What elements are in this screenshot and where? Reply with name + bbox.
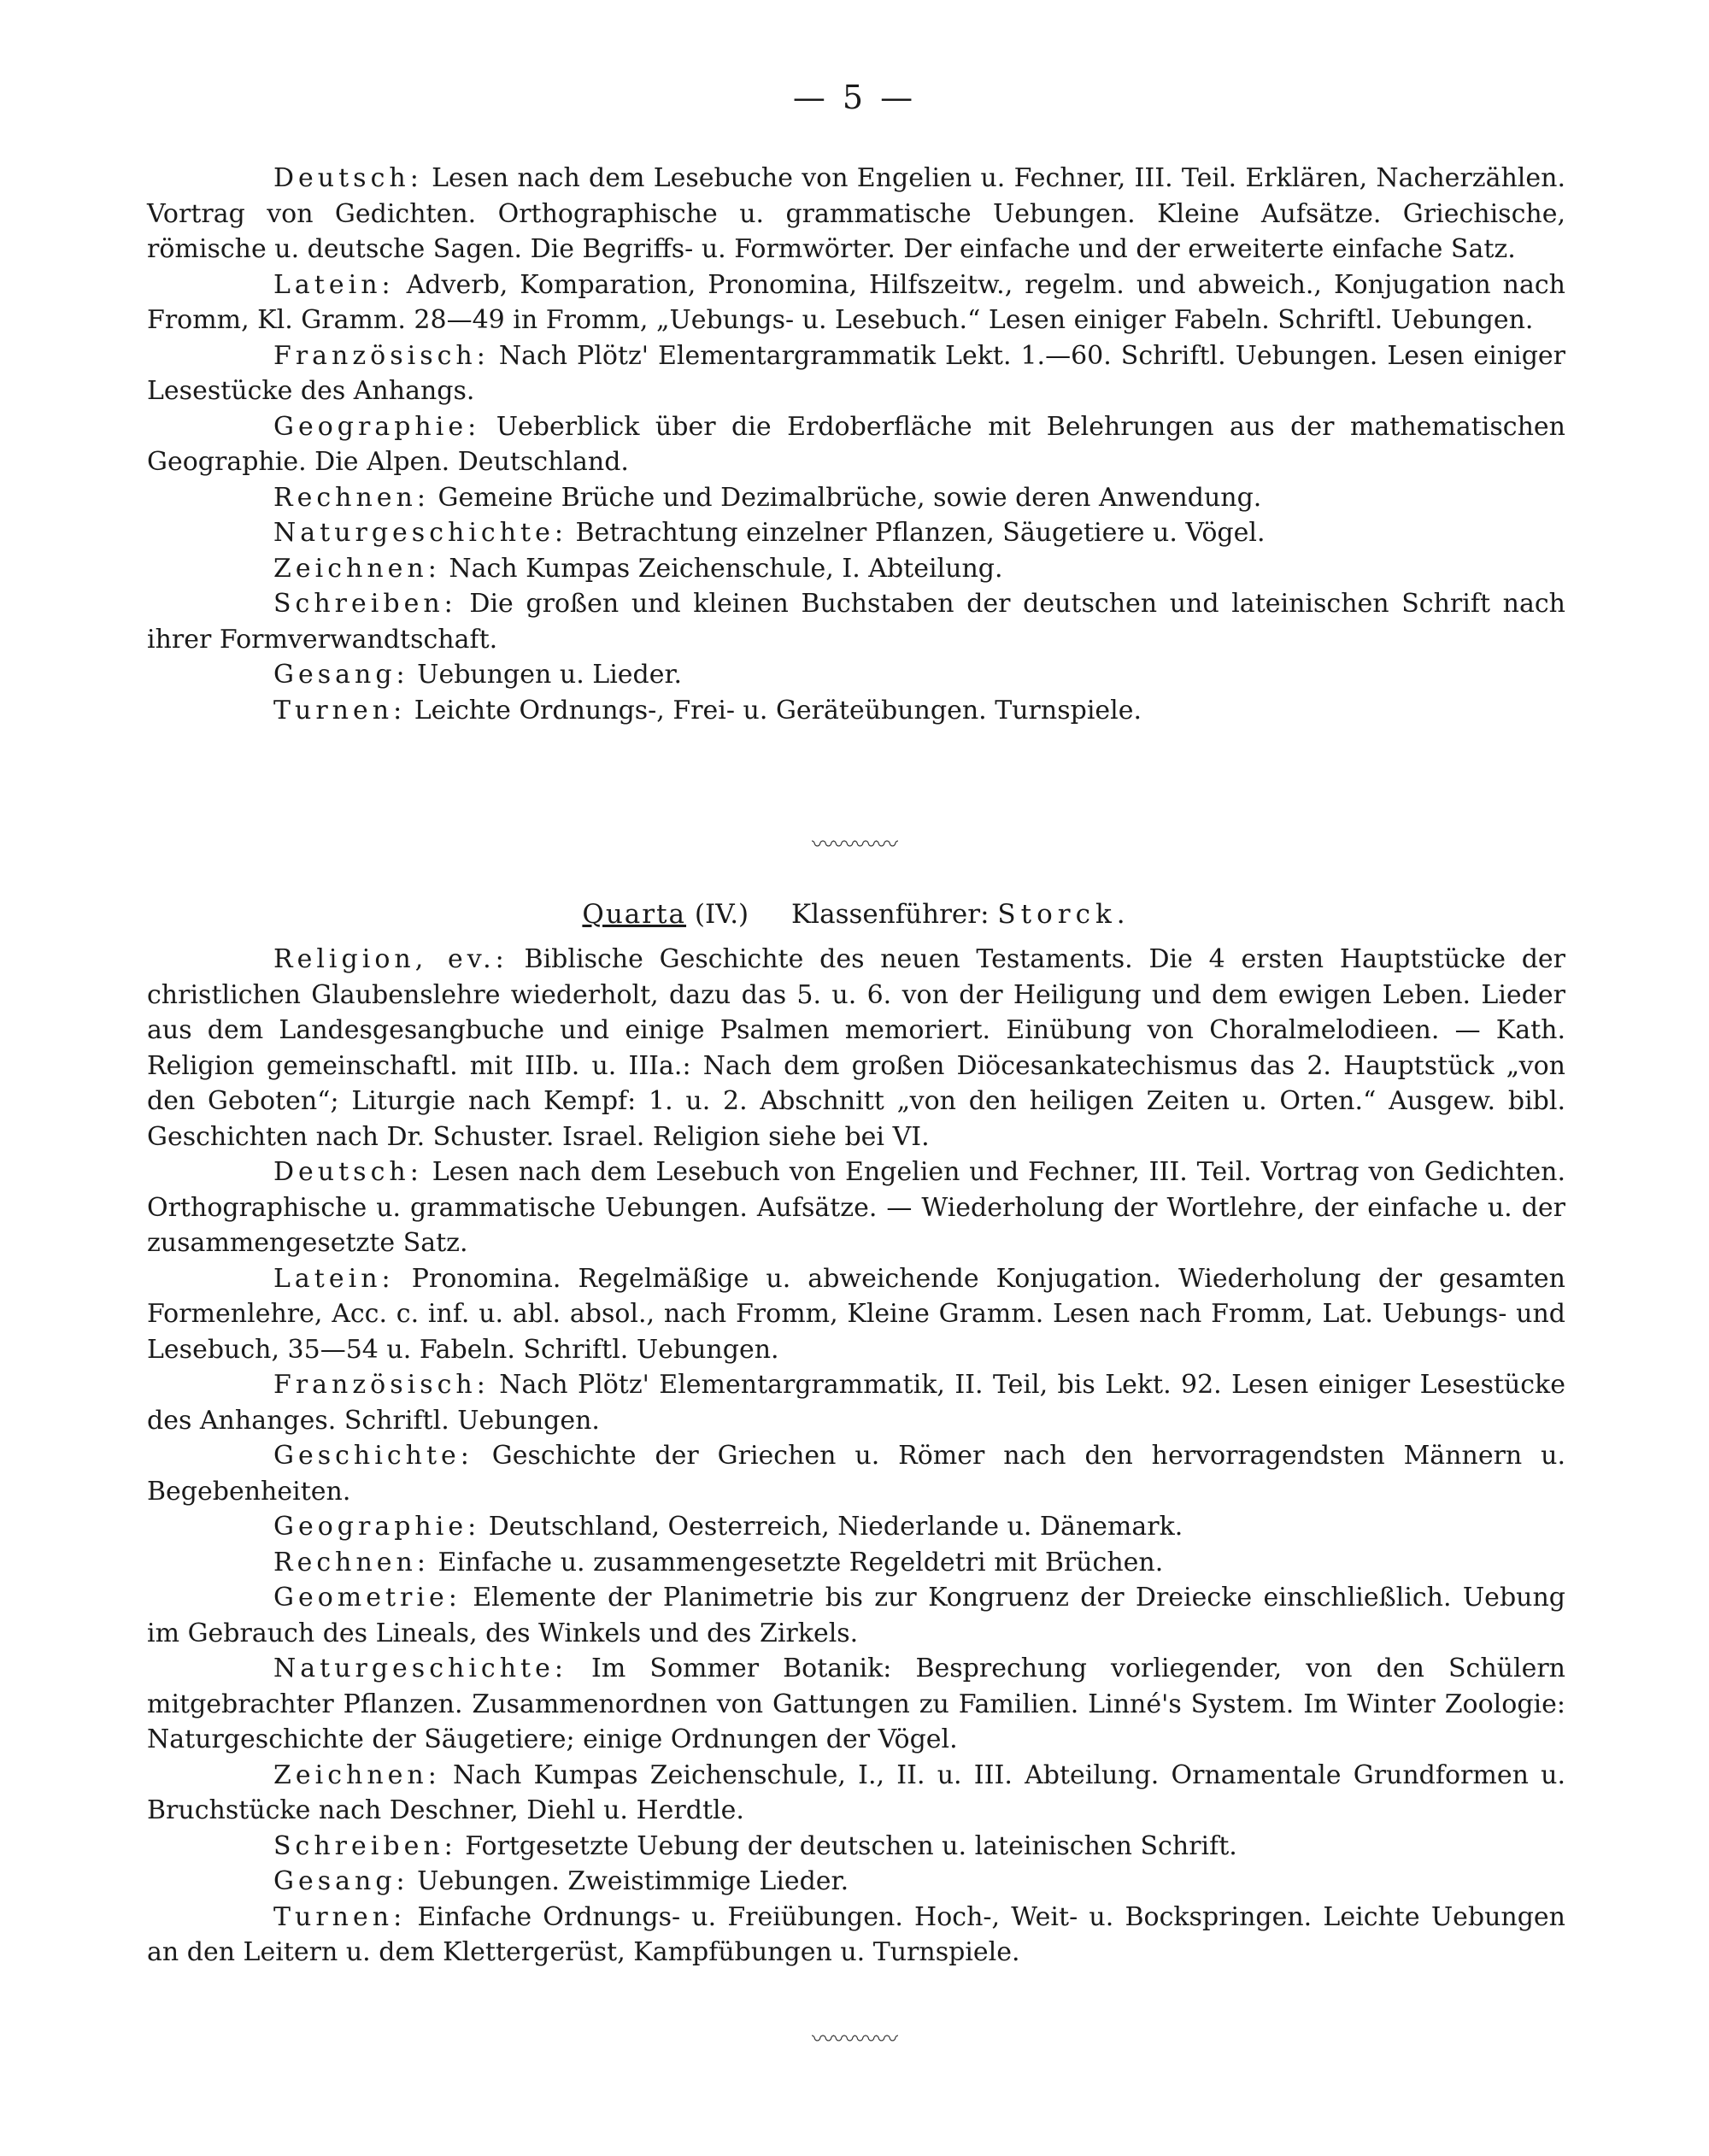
subject-name: Rechnen: (273, 482, 430, 513)
class-numeral: (IV.) (694, 899, 749, 930)
subject-religion (147, 942, 1565, 1154)
subject-name: Religion, ev.: (273, 944, 508, 974)
subject-geographie (147, 1509, 1565, 1545)
subject-deutsch (147, 161, 1565, 267)
subject-zeichnen (147, 1758, 1565, 1829)
subject-text: Nach Kumpas Zeichenschule, I. Abteilung. (440, 553, 1003, 584)
subject-name: Schreiben: (273, 589, 457, 619)
subject-naturgeschichte (147, 515, 1565, 551)
subject-gesang (147, 1864, 1565, 1900)
subject-name: Französisch: (273, 1370, 490, 1400)
subject-name: Rechnen: (273, 1547, 430, 1577)
subject-name: Geographie: (273, 1512, 481, 1542)
subject-geometrie (147, 1580, 1565, 1651)
subject-gesang (147, 657, 1565, 693)
subject-name: Deutsch: (273, 163, 423, 193)
page-number: — 5 — (792, 79, 917, 116)
subject-latein (147, 1261, 1565, 1368)
subject-zeichnen (147, 551, 1565, 587)
subject-name: Latein: (273, 269, 395, 300)
subject-franzoesisch (147, 338, 1565, 409)
subject-geschichte (147, 1438, 1565, 1509)
subject-text: Fortgesetzte Uebung der deutschen u. lateinischen Schrift. (456, 1830, 1237, 1861)
class-heading (147, 896, 1565, 933)
subject-name: Naturgeschichte: (273, 518, 567, 548)
teacher-label: Klassenführer: (791, 899, 990, 930)
subject-text: Lesen nach dem Lesebuch von Engelien und Fechner, III. Teil. Vortrag von Gedichten. Orthographische u. grammatische Uebungen. Aufsätze. — Wiederholung der Wortlehre, der einfache u. der zusammengesetzte Satz. (147, 1157, 1565, 1258)
wavy-divider: 〰〰〰〰 (811, 2027, 897, 2053)
subject-name: Schreiben: (273, 1830, 457, 1861)
subject-name: Naturgeschichte: (273, 1654, 567, 1683)
subject-text: Lesen nach dem Lesebuche von Engelien u. Fechner, III. Teil. Erklären, Nacherzählen. Vortrag von Gedichten. Orthographische u. grammatische Uebungen. Kleine Aufsätze. Griechische, römische u. deutsche Sagen. Die Begriffs- u. Formwörter. Der einfache und der erweiterte einfache Satz. (147, 163, 1565, 264)
subject-deutsch (147, 1154, 1565, 1261)
subject-text: Pronomina. Regelmäßige u. abweichende Konjugation. Wiederholung der gesamten Formenlehre, Acc. c. inf. u. abl. absol., nach Fromm, Kleine Gramm. Lesen nach Fromm, Lat. Uebungs- und Lesebuch, 35—54 u. Fabeln. Schriftl. Uebungen. (147, 1263, 1565, 1365)
subject-text: Gemeine Brüche und Dezimalbrüche, sowie deren Anwendung. (429, 482, 1262, 513)
teacher-name: Storck. (997, 899, 1131, 930)
subject-name: Zeichnen: (273, 1759, 441, 1790)
subject-franzoesisch (147, 1367, 1565, 1438)
subject-name: Geometrie: (273, 1583, 461, 1613)
curriculum-section-quarta (147, 896, 1565, 1971)
subject-text: Deutschland, Oesterreich, Niederlande u. Dänemark. (480, 1512, 1183, 1542)
subject-text: Nach Kumpas Zeichenschule, I., II. u. III. Abteilung. Ornamentale Grundformen u. Bruchstücke nach Deschner, Diehl u. Herdtle. (147, 1759, 1565, 1825)
subject-text: Einfache Ordnungs- u. Freiübungen. Hoch-, Weit- u. Bockspringen. Leichte Uebungen an den Leitern u. dem Klettergerüst, Kampfübungen u. Turnspiele. (147, 1901, 1565, 1967)
subject-name: Turnen: (273, 695, 407, 726)
subject-name: Geschichte: (273, 1441, 473, 1471)
subject-text: Biblische Geschichte des neuen Testaments. Die 4 ersten Hauptstücke der christlichen Glaubenslehre wiederholt, dazu das 5. u. 6. von der Heiligung und dem ewigen Leben. Lieder aus dem Landesgesangbuche und einige Psalmen memoriert. Einübung von Choralmelodieen. — Kath. Religion gemeinschaftl. mit IIIb. u. IIIa.: Nach dem großen Diöcesankatechismus das 2. Hauptstück „von den Geboten“; Liturgie nach Kempf: 1. u. 2. Abschnitt „von den heiligen Zeiten u. Orten.“ Ausgew. bibl. Geschichten nach Dr. Schuster. Israel. Religion siehe bei VI. (147, 944, 1565, 1152)
subject-turnen (147, 693, 1565, 729)
subject-rechnen (147, 480, 1565, 516)
subject-text: Betrachtung einzelner Pflanzen, Säugetiere u. Vögel. (567, 518, 1266, 548)
subject-text: Nach Plötz' Elementargrammatik, II. Teil, bis Lekt. 92. Lesen einiger Lesestücke des Anhanges. Schriftl. Uebungen. (147, 1370, 1565, 1436)
subject-name: Gesang: (273, 660, 409, 690)
subject-rechnen (147, 1545, 1565, 1581)
subject-text: Geschichte der Griechen u. Römer nach den hervorragendsten Männern u. Begebenheiten. (147, 1441, 1565, 1507)
subject-text: Elemente der Planimetrie bis zur Kongruenz der Dreiecke einschließlich. Uebung im Gebrauch des Lineals, des Winkels und des Zirkels. (147, 1583, 1565, 1648)
class-name: Quarta (582, 899, 687, 930)
subject-text: Adverb, Komparation, Pronomina, Hilfszeitw., regelm. und abweich., Konjugation nach Fromm, Kl. Gramm. 28—49 in Fromm, „Uebungs- u. Lesebuch.“ Lesen einiger Fabeln. Schriftl. Uebungen. (147, 269, 1565, 335)
subject-naturgeschichte (147, 1651, 1565, 1758)
subject-name: Turnen: (273, 1901, 407, 1932)
subject-text: Einfache u. zusammengesetzte Regeldetri mit Brüchen. (429, 1547, 1164, 1577)
wavy-divider: 〰〰〰〰 (811, 832, 897, 858)
subject-text: Leichte Ordnungs-, Frei- u. Geräteübungen. Turnspiele. (406, 695, 1142, 726)
subject-latein (147, 267, 1565, 338)
subject-geographie (147, 409, 1565, 480)
subject-name: Französisch: (273, 340, 490, 371)
subject-turnen (147, 1900, 1565, 1971)
subject-name: Zeichnen: (273, 553, 441, 584)
subject-text: Nach Plötz' Elementargrammatik Lekt. 1.—60. Schriftl. Uebungen. Lesen einiger Lesestücke des Anhangs. (147, 340, 1565, 406)
subject-text: Im Sommer Botanik: Besprechung vorliegender, von den Schülern mitgebrachter Pflanzen. Zusammenordnen von Gattungen zu Familien. Linné's System. Im Winter Zoologie: Naturgeschichte der Säugetiere; einige Ordnungen der Vögel. (147, 1654, 1565, 1754)
subject-name: Latein: (273, 1263, 395, 1294)
subject-name: Deutsch: (273, 1157, 423, 1187)
subject-name: Geographie: (273, 411, 481, 442)
subject-schreiben (147, 1829, 1565, 1865)
subject-text: Uebungen u. Lieder. (408, 660, 683, 690)
subject-text: Ueberblick über die Erdoberfläche mit Belehrungen aus der mathematischen Geographie. Die Alpen. Deutschland. (147, 411, 1565, 477)
subject-name: Gesang: (273, 1866, 409, 1896)
curriculum-section-top (147, 161, 1565, 728)
subject-schreiben (147, 586, 1565, 657)
subject-text: Uebungen. Zweistimmige Lieder. (408, 1866, 849, 1896)
subject-text: Die großen und kleinen Buchstaben der deutschen und lateinischen Schrift nach ihrer Formverwandtschaft. (147, 589, 1565, 655)
